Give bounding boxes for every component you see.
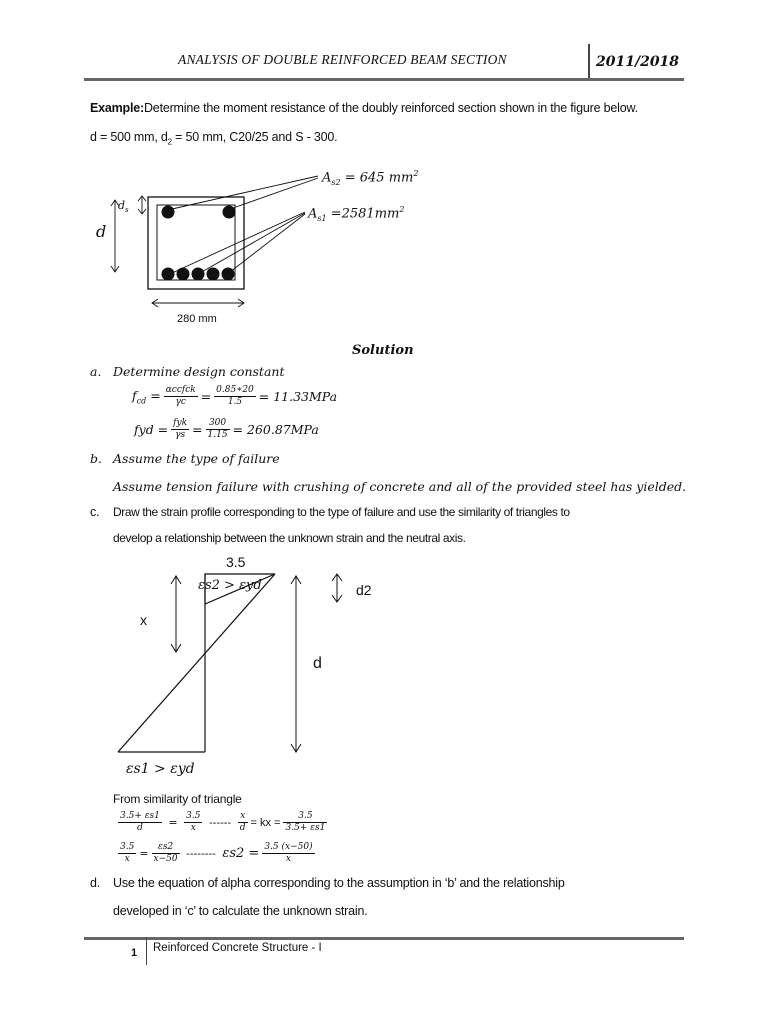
similarity-eq2: $\frac{3.5}{x}$ = $\frac{\varepsilon s2}{x-50}$ -------- εs2 = $\frac{3.5 (x-50)}{x}$	[120, 842, 313, 864]
step-b-marker: b.	[90, 451, 102, 466]
given-prefix: d = 500 mm, d	[90, 130, 168, 144]
step-d-text-1: Use the equation of alpha corresponding to the assumption in ‘b’ and the relationship	[113, 876, 565, 890]
step-d-text-2: developed in ‘c’ to calculate the unknown strain.	[113, 904, 368, 918]
strain-profile-figure	[110, 560, 390, 785]
similarity-heading: From similarity of triangle	[113, 792, 242, 806]
header-divider	[588, 44, 590, 80]
given-sub: 2	[167, 137, 172, 147]
fig2-d-label: d	[313, 655, 322, 672]
fig1-as2-label: $A_{s2} = 645$ $mm^2$	[322, 169, 419, 187]
header-title: ANALYSIS OF DOUBLE REINFORCED BEAM SECTION	[178, 52, 507, 67]
bottom-bar-1	[162, 268, 175, 281]
bottom-bar-2	[177, 268, 190, 281]
fcd-result: = 11.33MPa	[258, 389, 338, 404]
step-a-marker: a.	[90, 364, 102, 379]
example-given	[90, 130, 337, 147]
step-c-marker: c.	[90, 505, 100, 519]
footer-rule	[84, 937, 684, 940]
header-year: 2011/2018	[596, 54, 680, 70]
fig1-width-label: 280 mm	[177, 313, 217, 325]
fyd-frac-numeric: $\frac{300}{1.15}$	[207, 418, 228, 440]
as1-leader-c	[230, 214, 305, 272]
bottom-bar-4	[207, 268, 220, 281]
fyd-equation: fyd = $\frac{\text{fyk}}{\gamma s}$ = $\frac{300}{1.15}$ = 260.87MPa	[134, 418, 319, 440]
given-suffix: = 50 mm, C20/25 and S - 300.	[171, 130, 338, 144]
fyd-frac-symbolic: $\frac{\text{fyk}}{\gamma s}$	[173, 418, 188, 440]
fyd-lhs: fyd =	[134, 422, 169, 437]
fcd-frac-numeric: $\frac{0.85∗20}{1.5}$	[216, 385, 254, 407]
example-label: Example:	[90, 101, 144, 115]
step-c-text-1: Draw the strain profile corresponding to the type of failure and use the similarity of triangles to	[113, 505, 570, 519]
step-a-text: Determine design constant	[113, 364, 285, 379]
header-rule	[84, 78, 684, 81]
footer-divider	[146, 937, 147, 965]
strain-line	[118, 574, 275, 752]
fig1-as1-label: $A_{s1} =2581mm^2$	[308, 205, 405, 223]
fig2-es2-label: εs2 > εyd	[198, 578, 262, 593]
example-line	[90, 101, 638, 115]
fig1-d-label: d	[96, 222, 107, 241]
as2-leader-b	[233, 178, 318, 208]
fig2-d2-label: d2	[356, 582, 372, 598]
fig2-x-label: x	[140, 612, 147, 628]
example-text: Determine the moment resistance of the doubly reinforced section shown in the figure below.	[143, 101, 638, 115]
bottom-bar-5	[222, 268, 235, 281]
page-number: 1	[131, 947, 138, 959]
bottom-bar-3	[192, 268, 205, 281]
top-bar-left	[162, 206, 175, 219]
fcd-frac-symbolic: $\frac{\text{αccfck}}{\gamma c}$	[165, 385, 196, 407]
step-d-marker: d.	[90, 876, 101, 890]
footer-course: Reinforced Concrete Structure - I	[153, 942, 322, 954]
as1-leader-a	[172, 212, 305, 273]
step-b-detail: Assume tension failure with crushing of concrete and all of the provided steel has yielded.	[113, 479, 687, 494]
fyd-result: = 260.87MPa	[232, 422, 319, 437]
fig2-top-value: 3.5	[226, 554, 246, 570]
step-b-text: Assume the type of failure	[113, 451, 280, 466]
fig1-ds-label: $d_s$	[118, 199, 129, 215]
fig2-es1-label: εs1 > εyd	[126, 761, 195, 777]
as1-leader-b	[200, 213, 305, 273]
fcd-equation: $f_{cd}$ = $\frac{\text{αccfck}}{\gamma c}$ = $\frac{0.85∗20}{1.5}$ = 11.33MPa	[132, 385, 338, 407]
step-c-text-2: develop a relationship between the unknown strain and the neutral axis.	[113, 531, 466, 545]
similarity-eq1: $\frac{3.5+ \varepsilon s1}{d}$ = $\frac{3.5}{x}$ ------ $\frac{x}{d}$ = kx = $\frac{3.5}{3.5+ \varepsilon s1}$	[120, 811, 326, 833]
solution-heading: Solution	[352, 343, 414, 358]
fcd-lhs: $f_{cd}$ =	[132, 387, 161, 406]
